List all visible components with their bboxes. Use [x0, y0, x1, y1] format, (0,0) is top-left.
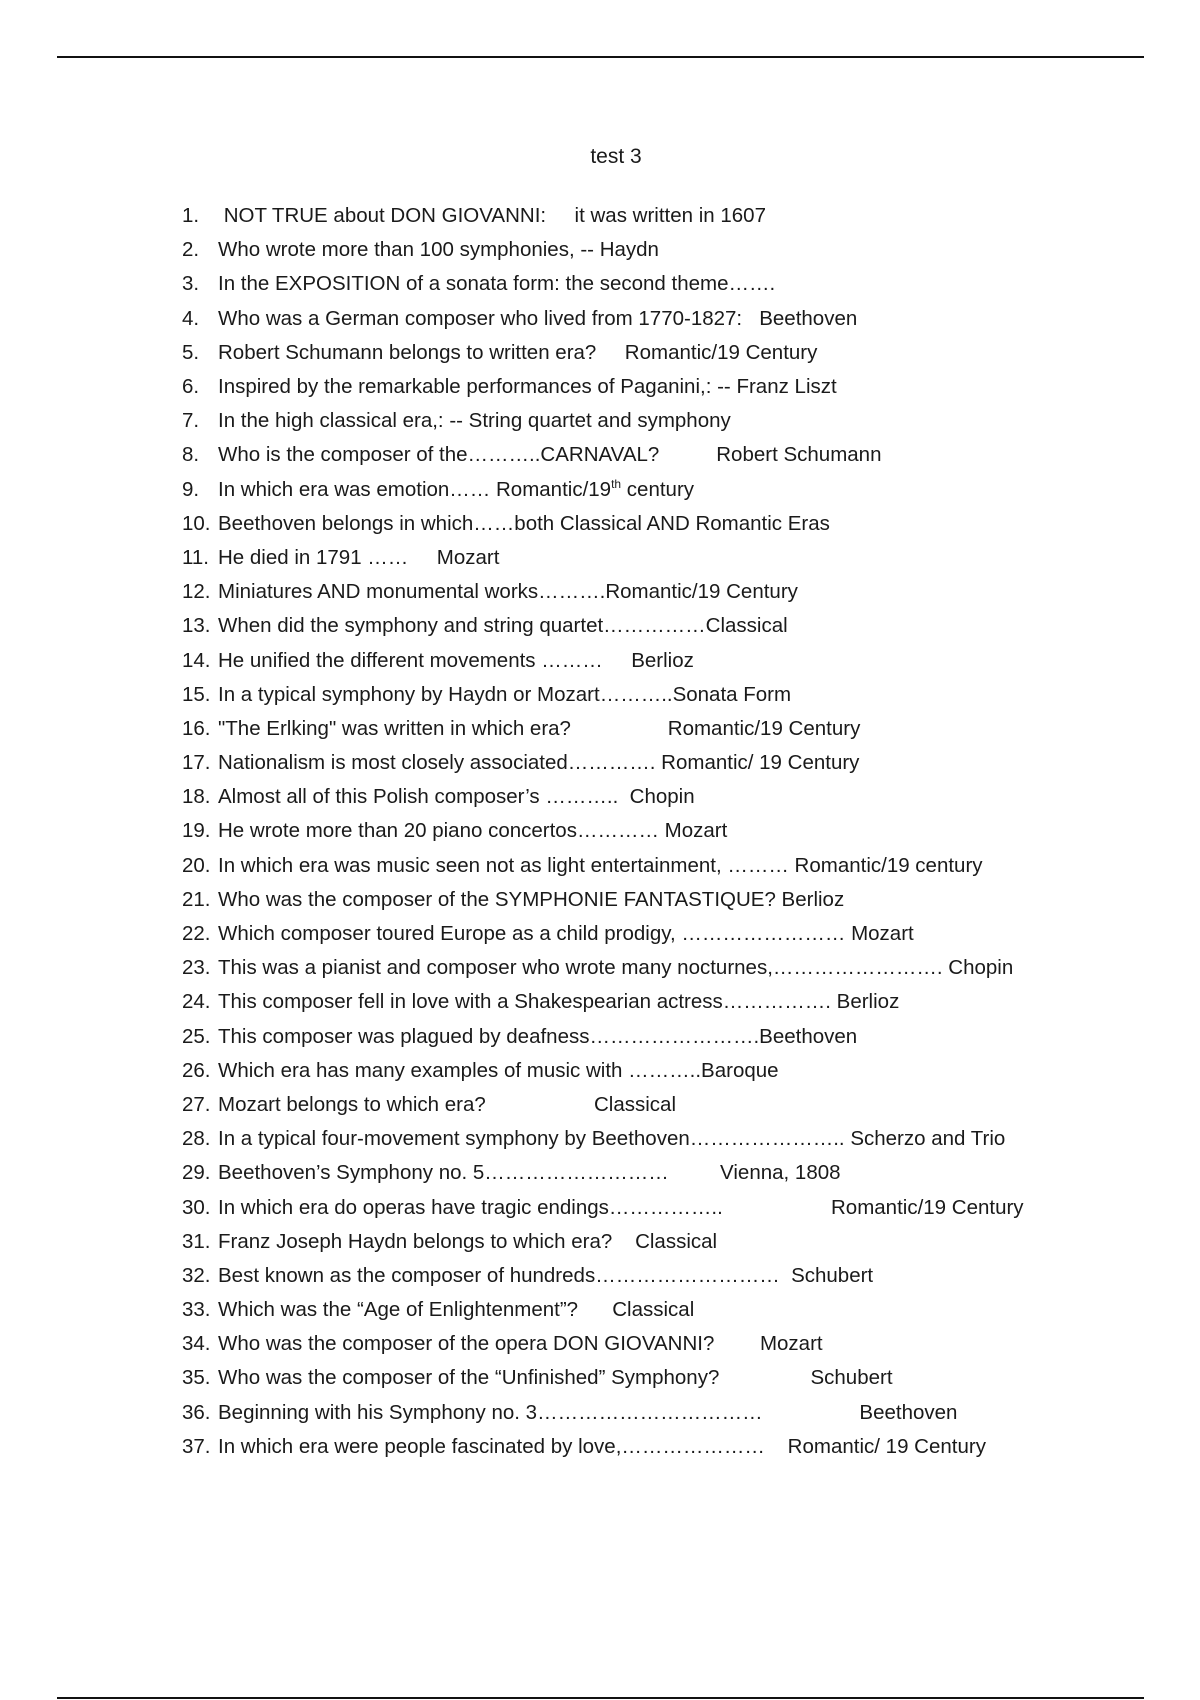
- item-text: Which era has many examples of music with ………..Baroque: [218, 1058, 779, 1082]
- list-item: [182, 1430, 1132, 1464]
- item-text: Mozart belongs to which era? Classical: [218, 1092, 677, 1116]
- item-text: Best known as the composer of hundreds……………………… Schubert: [218, 1263, 874, 1287]
- item-text: Inspired by the remarkable performances of Paganini,: -- Franz Liszt: [218, 375, 837, 399]
- list-item: [182, 1088, 1132, 1122]
- item-number: 32.: [182, 1263, 211, 1287]
- item-number: 13.: [182, 614, 211, 638]
- item-number: 4.: [182, 306, 200, 330]
- list-item: [182, 438, 1132, 472]
- item-text: This composer fell in love with a Shakespearian actress……………. Berlioz: [218, 990, 900, 1014]
- list-item: [182, 233, 1132, 267]
- item-text: Almost all of this Polish composer’s ……….. Chopin: [218, 785, 695, 809]
- item-text: This was a pianist and composer who wrote many nocturnes,……………………. Chopin: [218, 956, 1014, 980]
- list-item: [182, 404, 1132, 438]
- item-number: 34.: [182, 1332, 211, 1356]
- list-item: [182, 1293, 1132, 1327]
- item-text: Who was the composer of the “Unfinished” Symphony? Schubert: [218, 1366, 893, 1390]
- top-rule: [57, 56, 1144, 58]
- item-text: Miniatures AND monumental works……….Romantic/19 Century: [218, 580, 798, 604]
- item-number: 1.: [182, 204, 200, 228]
- item-text-part: century: [621, 478, 695, 501]
- list-item: [182, 1020, 1132, 1054]
- item-number: 30.: [182, 1195, 211, 1219]
- item-number: 11.: [182, 545, 209, 569]
- list-item: [182, 917, 1132, 951]
- item-text: He unified the different movements ……… Berlioz: [218, 648, 694, 672]
- page-title: test 3: [590, 145, 642, 168]
- item-text: Franz Joseph Haydn belongs to which era? Classical: [218, 1229, 718, 1253]
- item-number: 36.: [182, 1400, 211, 1424]
- item-text: In which era was music seen not as light entertainment, ……… Romantic/19 century: [218, 853, 983, 877]
- item-text: Who is the composer of the………..CARNAVAL? Robert Schumann: [218, 443, 882, 467]
- list-item: [182, 985, 1132, 1019]
- list-item: [182, 643, 1132, 677]
- list-item: [182, 267, 1132, 301]
- item-number: 16.: [182, 716, 211, 740]
- list-item: [182, 712, 1132, 746]
- item-number: 21.: [182, 887, 211, 911]
- item-text: "The Erlking" was written in which era? Romantic/19 Century: [218, 716, 861, 740]
- item-number: 22.: [182, 922, 211, 946]
- item-number: 26.: [182, 1058, 211, 1082]
- item-text: Which composer toured Europe as a child prodigy, …………………… Mozart: [218, 922, 914, 946]
- item-text: In which era were people fascinated by love,………………… Romantic/ 19 Century: [218, 1434, 986, 1458]
- item-text: In a typical four-movement symphony by Beethoven………………….. Scherzo and Trio: [218, 1127, 1006, 1151]
- list-item: [182, 473, 1132, 507]
- bottom-rule: [57, 1697, 1144, 1699]
- item-text: This composer was plagued by deafness…………………….Beethoven: [218, 1024, 858, 1048]
- item-number: 33.: [182, 1298, 211, 1322]
- item-text: When did the symphony and string quartet……………Classical: [218, 614, 788, 638]
- list-item: [182, 1225, 1132, 1259]
- item-text: In the EXPOSITION of a sonata form: the second theme…….: [218, 272, 776, 296]
- list-item: [182, 575, 1132, 609]
- item-number: 6.: [182, 375, 200, 399]
- item-number: 19.: [182, 819, 211, 843]
- item-text: Robert Schumann belongs to written era? Romantic/19 Century: [218, 340, 818, 364]
- item-text: He wrote more than 20 piano concertos………… Mozart: [218, 819, 728, 843]
- item-text: In a typical symphony by Haydn or Mozart………..Sonata Form: [218, 682, 792, 706]
- item-number: 35.: [182, 1366, 211, 1390]
- item-text: He died in 1791 …… Mozart: [218, 545, 500, 569]
- item-number: 20.: [182, 853, 211, 877]
- list-item: [182, 883, 1132, 917]
- list-item: [182, 609, 1132, 643]
- item-number: 2.: [182, 238, 200, 262]
- item-number: 31.: [182, 1229, 211, 1253]
- question-list: [182, 199, 1132, 1464]
- item-text: Beethoven belongs in which……both Classical AND Romantic Eras: [218, 511, 830, 535]
- item-number: 27.: [182, 1092, 211, 1116]
- list-item: [182, 1259, 1132, 1293]
- list-item: [182, 746, 1132, 780]
- list-item: [182, 814, 1132, 848]
- item-text: In the high classical era,: -- String quartet and symphony: [218, 409, 731, 433]
- list-item: [182, 678, 1132, 712]
- item-number: 28.: [182, 1127, 211, 1151]
- item-text: Who was a German composer who lived from 1770-1827: Beethoven: [218, 306, 858, 330]
- list-item: [182, 849, 1132, 883]
- item-number: 7.: [182, 409, 200, 433]
- list-item: [182, 1156, 1132, 1190]
- list-item: [182, 1327, 1132, 1361]
- item-text: Who was the composer of the opera DON GIOVANNI? Mozart: [218, 1332, 823, 1356]
- item-text: Nationalism is most closely associated…………. Romantic/ 19 Century: [218, 751, 860, 775]
- item-text-part: In which era was emotion…… Romantic/19: [218, 478, 612, 501]
- item-number: 3.: [182, 272, 200, 296]
- item-text: NOT TRUE about DON GIOVANNI: it was written in 1607: [218, 204, 766, 228]
- item-number: 18.: [182, 785, 211, 809]
- superscript: th: [611, 477, 622, 492]
- item-text: Who was the composer of the SYMPHONIE FANTASTIQUE? Berlioz: [218, 887, 845, 911]
- item-text: In which era do operas have tragic endings…………….. Romantic/19 Century: [218, 1195, 1024, 1219]
- item-text: Which was the “Age of Enlightenment”? Classical: [218, 1298, 695, 1322]
- list-item: [182, 336, 1132, 370]
- list-item: [182, 199, 1132, 233]
- list-item: [182, 1054, 1132, 1088]
- item-number: 17.: [182, 751, 211, 775]
- item-number: 24.: [182, 990, 211, 1014]
- list-item: [182, 1361, 1132, 1395]
- item-number: 14.: [182, 648, 211, 672]
- item-number: 25.: [182, 1024, 211, 1048]
- item-number: 15.: [182, 682, 211, 706]
- item-number: 37.: [182, 1434, 211, 1458]
- item-text: Beethoven’s Symphony no. 5……………………… Vienna, 1808: [218, 1161, 841, 1185]
- item-text: Who wrote more than 100 symphonies, -- Haydn: [218, 238, 659, 262]
- item-number: 12.: [182, 580, 211, 604]
- item-number: 29.: [182, 1161, 211, 1185]
- item-text: [218, 477, 694, 502]
- item-text: Beginning with his Symphony no. 3…………………………… Beethoven: [218, 1400, 958, 1424]
- item-number: 10.: [182, 511, 211, 535]
- item-number: 9.: [182, 477, 200, 501]
- list-item: [182, 507, 1132, 541]
- list-item: [182, 951, 1132, 985]
- list-item: [182, 302, 1132, 336]
- list-item: [182, 1190, 1132, 1224]
- item-number: 8.: [182, 443, 200, 467]
- item-number: 5.: [182, 340, 200, 364]
- list-item: [182, 780, 1132, 814]
- list-item: [182, 370, 1132, 404]
- list-item: [182, 1396, 1132, 1430]
- list-item: [182, 1122, 1132, 1156]
- item-number: 23.: [182, 956, 211, 980]
- list-item: [182, 541, 1132, 575]
